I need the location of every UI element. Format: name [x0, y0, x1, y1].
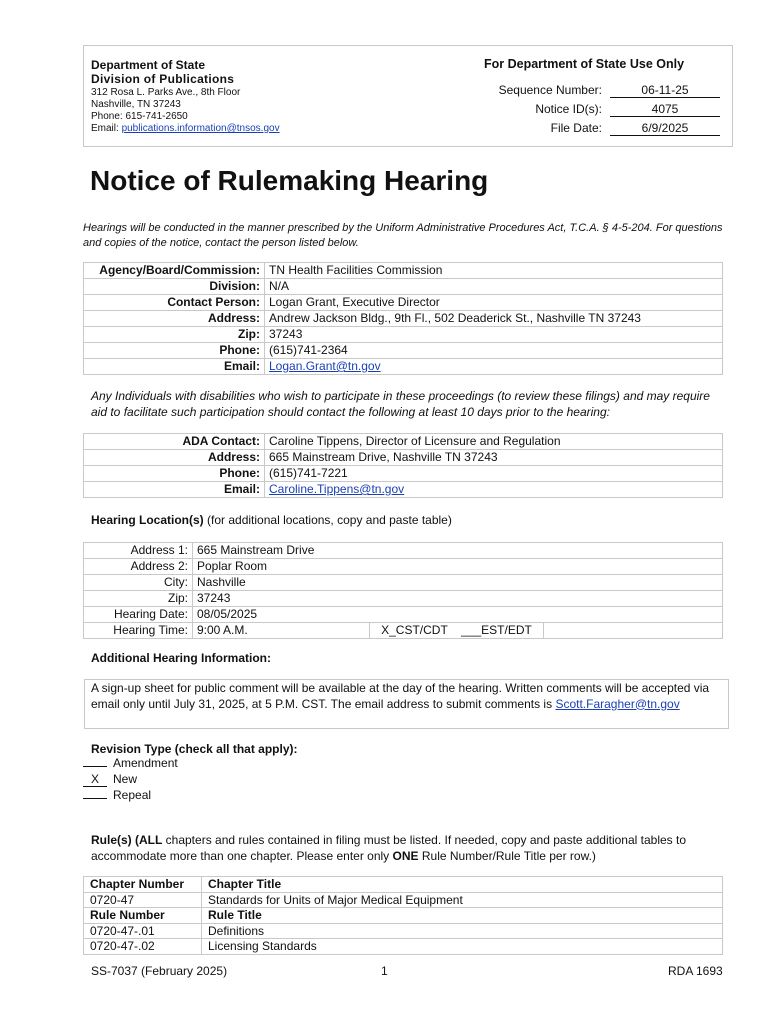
hearing-time-label: Hearing Time:	[84, 623, 193, 639]
address2-value: Poplar Room	[193, 559, 723, 575]
zip-label: Zip:	[84, 327, 265, 343]
table-row	[84, 434, 723, 450]
rule-title-header: Rule Title	[202, 908, 723, 924]
rule-number: 0720-47-.02	[84, 939, 202, 955]
table-row	[84, 908, 723, 924]
dept-email-line	[91, 123, 280, 136]
rules-intro-a: Rule(s) (	[91, 833, 139, 847]
table-row	[84, 482, 723, 498]
table-row	[84, 559, 723, 575]
city-label: City:	[84, 575, 193, 591]
contact-value: Logan Grant, Executive Director	[265, 295, 723, 311]
contact-email-link[interactable]: Logan.Grant@tn.gov	[269, 359, 381, 373]
hearing-date-label: Hearing Date:	[84, 607, 193, 623]
dept-email-prefix: Email:	[91, 123, 122, 134]
table-row	[84, 359, 723, 375]
cst-option: X_CST/CDT	[381, 623, 448, 637]
table-row	[84, 939, 723, 955]
rules-intro-b: chapters and rules contained in filing must be listed. If needed, copy and paste additional tables to accommodate more than one chapter. Please enter only	[91, 833, 686, 863]
rule-title: Definitions	[202, 923, 723, 939]
hearing-zip-label: Zip:	[84, 591, 193, 607]
file-date-value: 6/9/2025	[610, 121, 720, 136]
hearing-location-title: Hearing Location(s)	[91, 513, 204, 527]
rules-table	[83, 876, 723, 955]
address1-value: 665 Mainstream Drive	[193, 543, 723, 559]
hearing-date-value: 08/05/2025	[193, 607, 723, 623]
zip-value: 37243	[265, 327, 723, 343]
new-label: New	[113, 772, 138, 786]
agency-label: Agency/Board/Commission:	[84, 263, 265, 279]
table-row	[84, 543, 723, 559]
address1-label: Address 1:	[84, 543, 193, 559]
empty-cell	[544, 623, 723, 639]
notice-id-label: Notice ID(s):	[535, 102, 602, 116]
hearing-time-value: 9:00 A.M.	[193, 623, 370, 639]
ada-contact-value: Caroline Tippens, Director of Licensure and Regulation	[265, 434, 723, 450]
table-row	[84, 923, 723, 939]
chapter-title-header: Chapter Title	[202, 877, 723, 893]
ada-email-label: Email:	[84, 482, 265, 498]
rule-title: Licensing Standards	[202, 939, 723, 955]
hearing-location-table	[83, 542, 723, 639]
sequence-label: Sequence Number:	[498, 83, 602, 97]
rule-number: 0720-47-.01	[84, 923, 202, 939]
intro-note: Hearings will be conducted in the manner prescribed by the Uniform Administrative Procedures Act, T.C.A. § 4-5-204. For questions and copies of the notice, contact the person listed below.	[83, 222, 723, 249]
phone-label: Phone:	[84, 343, 265, 359]
dept-email-link[interactable]: publications.information@tnsos.gov	[121, 123, 280, 134]
dept-city: Nashville, TN 37243	[91, 99, 181, 110]
ada-address-label: Address:	[84, 450, 265, 466]
rda-number: RDA 1693	[668, 964, 723, 978]
rules-intro-c: Rule Number/Rule Title per row.)	[418, 849, 596, 863]
phone-value: (615)741-2364	[265, 343, 723, 359]
ada-phone-label: Phone:	[84, 466, 265, 482]
ada-email-cell	[265, 482, 723, 498]
amendment-checkbox[interactable]	[83, 766, 107, 767]
ada-phone-value: (615)741-7221	[265, 466, 723, 482]
chapter-number-header: Chapter Number	[84, 877, 202, 893]
page-title: Notice of Rulemaking Hearing	[90, 165, 489, 196]
hearing-location-note: (for additional locations, copy and paste table)	[203, 513, 452, 527]
division-value: N/A	[265, 279, 723, 295]
table-row	[84, 575, 723, 591]
ada-email-link[interactable]: Caroline.Tippens@tn.gov	[269, 482, 405, 496]
notice-id-value: 4075	[610, 102, 720, 117]
table-row	[84, 327, 723, 343]
table-row	[84, 466, 723, 482]
table-row	[84, 343, 723, 359]
department-name: Department of State	[91, 58, 206, 72]
repeal-label: Repeal	[113, 788, 152, 802]
form-number: SS-7037 (February 2025)	[91, 964, 228, 978]
hearing-location-heading	[91, 513, 452, 527]
timezone-cell	[370, 623, 544, 639]
ada-note: Any Individuals with disabilities who wish to participate in these proceedings (to review these filings) and may require aid to facilitate such participation should contact the following at least 10 days prior to the hearing:	[91, 389, 710, 419]
amendment-label: Amendment	[113, 756, 178, 770]
use-only-heading: For Department of State Use Only	[484, 57, 685, 71]
sequence-value: 06-11-25	[610, 83, 720, 98]
revision-amendment	[83, 756, 178, 772]
agency-table	[83, 262, 723, 375]
revision-new	[83, 772, 137, 788]
est-option: ___EST/EDT	[461, 623, 532, 637]
contact-label: Contact Person:	[84, 295, 265, 311]
agency-value: TN Health Facilities Commission	[265, 263, 723, 279]
ada-contact-label: ADA Contact:	[84, 434, 265, 450]
table-row	[84, 295, 723, 311]
additional-info-box	[84, 679, 729, 729]
dept-phone: Phone: 615-741-2650	[91, 111, 188, 122]
table-row	[84, 279, 723, 295]
address-label: Address:	[84, 311, 265, 327]
address2-label: Address 2:	[84, 559, 193, 575]
revision-type-heading: Revision Type (check all that apply):	[91, 742, 298, 756]
chapter-title: Standards for Units of Major Medical Equipment	[202, 892, 723, 908]
email-label: Email:	[84, 359, 265, 375]
city-value: Nashville	[193, 575, 723, 591]
table-row	[84, 623, 723, 639]
table-row	[84, 311, 723, 327]
table-row	[84, 263, 723, 279]
table-row	[84, 892, 723, 908]
ada-table	[83, 433, 723, 498]
revision-repeal	[83, 788, 151, 804]
repeal-checkbox[interactable]	[83, 798, 107, 799]
rules-intro-one: ONE	[392, 849, 419, 863]
table-row	[84, 450, 723, 466]
table-row	[84, 591, 723, 607]
additional-info-text: A sign-up sheet for public comment will be available at the day of the hearing. Written comments will be accepted via email only until July 31, 2025, at 5 P.M. CST. The email address to submit comments is	[91, 681, 710, 711]
table-row	[84, 607, 723, 623]
new-checkbox[interactable]: X	[83, 773, 107, 787]
dept-address: 312 Rosa L. Parks Ave., 8th Floor	[91, 87, 241, 98]
division-label: Division:	[84, 279, 265, 295]
table-row	[84, 877, 723, 893]
additional-info-heading: Additional Hearing Information:	[91, 651, 271, 665]
chapter-number: 0720-47	[84, 892, 202, 908]
ada-address-value: 665 Mainstream Drive, Nashville TN 37243	[265, 450, 723, 466]
rule-number-header: Rule Number	[84, 908, 202, 924]
rules-intro	[91, 832, 726, 864]
address-value: Andrew Jackson Bldg., 9th Fl., 502 Deaderick St., Nashville TN 37243	[265, 311, 723, 327]
email-cell	[265, 359, 723, 375]
hearing-zip-value: 37243	[193, 591, 723, 607]
page-number: 1	[381, 964, 388, 978]
comments-email-link[interactable]: Scott.Faragher@tn.gov	[555, 696, 680, 711]
division-name: Division of Publications	[91, 72, 235, 86]
rules-intro-all: ALL	[139, 833, 163, 847]
file-date-label: File Date:	[550, 121, 602, 135]
